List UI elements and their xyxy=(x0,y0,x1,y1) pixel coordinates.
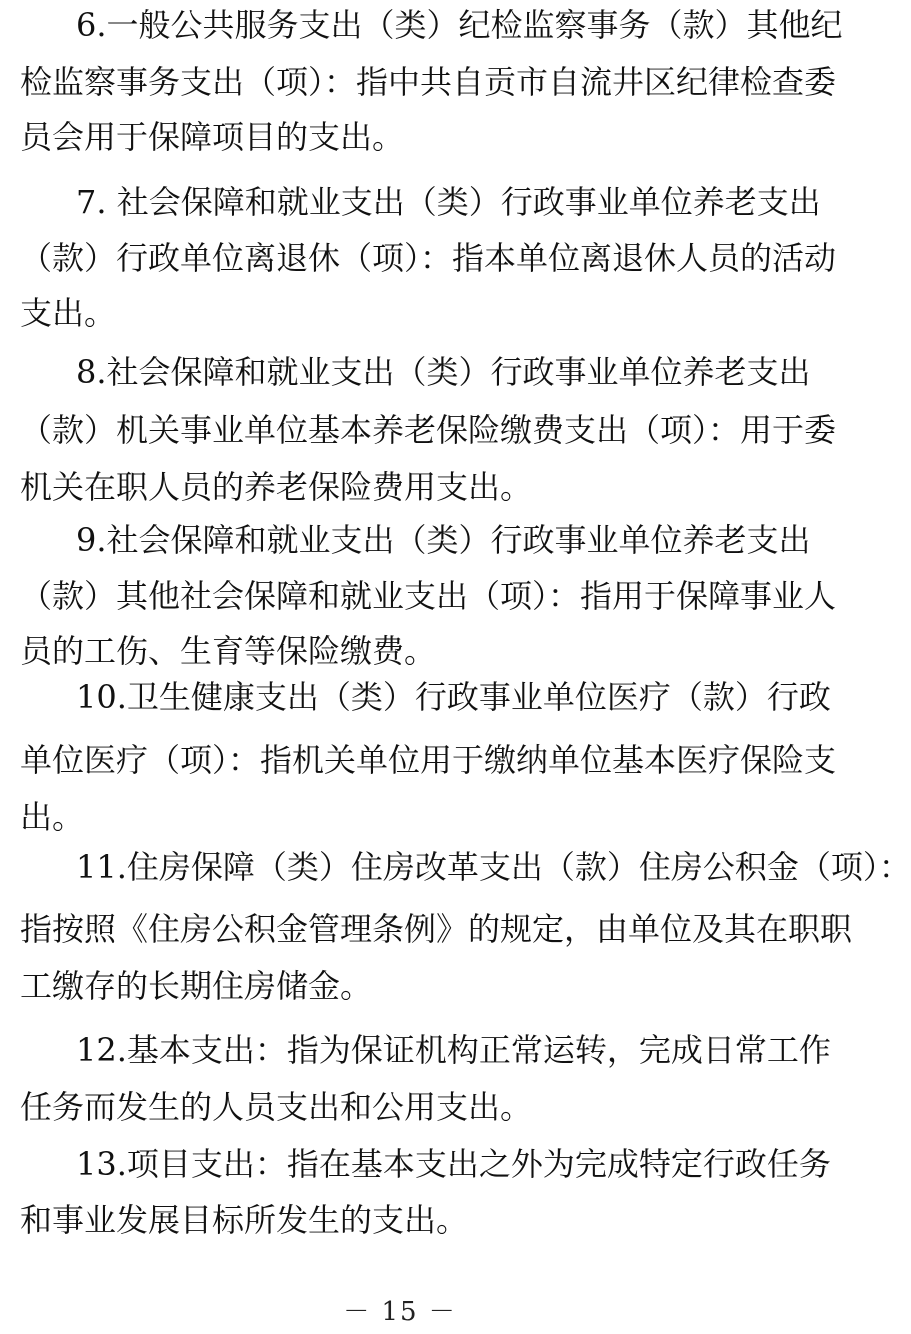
paragraph-8-line-1: 8.社会保障和就业支出（类）行政事业单位养老支出 xyxy=(76,353,811,391)
paragraph-12-line-2: 任务而发生的人员支出和公用支出。 xyxy=(20,1088,533,1126)
paragraph-6-line-1: 6.一般公共服务支出（类）纪检监察事务（款）其他纪 xyxy=(76,6,843,44)
paragraph-8-line-2: （款）机关事业单位基本养老保险缴费支出（项）：用于委 xyxy=(20,411,837,449)
paragraph-13-line-2: 和事业发展目标所发生的支出。 xyxy=(20,1201,469,1239)
paragraph-11-line-3: 工缴存的长期住房储金。 xyxy=(20,967,373,1005)
paragraph-7-line-2: （款）行政单位离退休（项）：指本单位离退休人员的活动 xyxy=(20,239,837,277)
page-number: － 15 － xyxy=(343,1297,457,1327)
paragraph-8-line-3: 机关在职人员的养老保险费用支出。 xyxy=(20,468,533,506)
paragraph-10-line-1: 10.卫生健康支出（类）行政事业单位医疗（款）行政 xyxy=(76,678,831,716)
paragraph-6-line-2: 检监察事务支出（项）：指中共自贡市自流井区纪律检查委 xyxy=(20,63,837,101)
paragraph-6-line-3: 员会用于保障项目的支出。 xyxy=(20,118,405,156)
paragraph-7-line-3: 支出。 xyxy=(20,294,117,332)
paragraph-10-line-2: 单位医疗（项）：指机关单位用于缴纳单位基本医疗保险支 xyxy=(20,741,837,779)
paragraph-11-line-1: 11.住房保障（类）住房改革支出（款）住房公积金（项）： xyxy=(76,848,911,886)
paragraph-7-line-1: 7. 社会保障和就业支出（类）行政事业单位养老支出 xyxy=(76,183,821,221)
paragraph-13-line-1: 13.项目支出：指在基本支出之外为完成特定行政任务 xyxy=(76,1145,831,1183)
paragraph-11-line-2: 指按照《住房公积金管理条例》的规定，由单位及其在职职 xyxy=(20,910,853,948)
paragraph-9-line-1: 9.社会保障和就业支出（类）行政事业单位养老支出 xyxy=(76,521,811,559)
paragraph-12-line-1: 12.基本支出：指为保证机构正常运转，完成日常工作 xyxy=(76,1031,831,1069)
paragraph-10-line-3: 出。 xyxy=(20,798,85,836)
paragraph-9-line-3: 员的工伤、生育等保险缴费。 xyxy=(20,632,437,670)
paragraph-9-line-2: （款）其他社会保障和就业支出（项）：指用于保障事业人 xyxy=(20,577,837,615)
